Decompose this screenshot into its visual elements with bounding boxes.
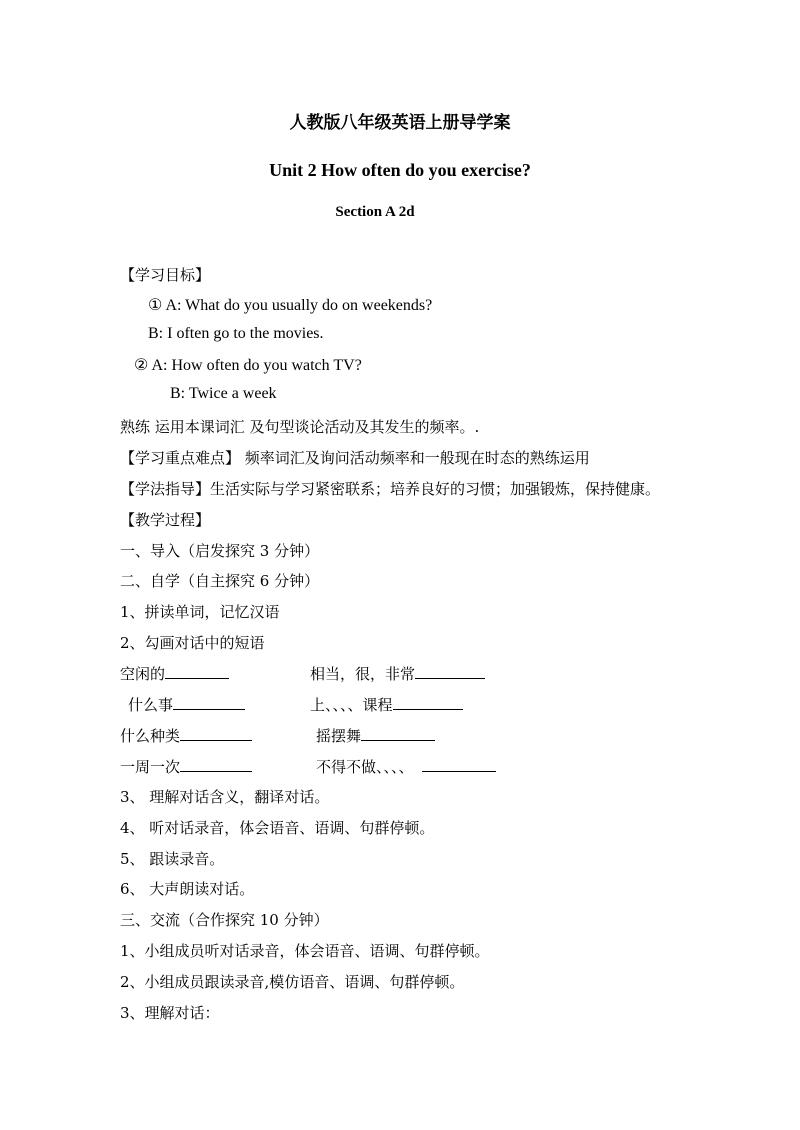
answer-blank[interactable]	[180, 755, 252, 772]
self-study-step: 二、自学（自主探究 6 分钟）	[120, 572, 320, 590]
phrase-left-label: 空闲的	[120, 665, 166, 683]
phrase-row	[120, 724, 252, 746]
phrase-right-label: 相当，很，非常	[310, 665, 416, 683]
step-2: 2、勾画对话中的短语	[120, 634, 265, 652]
step-4: 4、 听对话录音，体会语音、语调、句群停顿。	[120, 819, 435, 837]
answer-blank[interactable]	[361, 724, 435, 741]
answer-blank[interactable]	[415, 662, 485, 679]
step-6: 6、 大声朗读对话。	[120, 880, 255, 898]
phrase-left-label: 什么种类	[120, 727, 181, 745]
objectives-heading: 【学习目标】	[120, 266, 211, 284]
step-3: 3、 理解对话含义，翻译对话。	[120, 788, 330, 806]
phrase-row	[120, 755, 252, 777]
unit-title: Unit 2 How often do you exercise?	[269, 160, 531, 180]
document-title: 人教版八年级英语上册导学案	[289, 113, 511, 133]
step-5: 5、 跟读录音。	[120, 850, 225, 868]
phrase-right-label: 不得不做、、、、	[316, 758, 414, 776]
intro-step: 一、导入（启发探究 3 分钟）	[120, 542, 320, 560]
key-points: 【学习重点难点】 频率词汇及询问活动频率和一般现在时态的熟练运用	[120, 449, 590, 467]
exchange-2: 2、小组成员跟读录音,模仿语音、语调、句群停顿。	[120, 973, 465, 991]
objective-line-1: ① A: What do you usually do on weekends?	[148, 297, 433, 314]
answer-blank[interactable]	[173, 693, 245, 710]
phrase-right-label: 上、、、、课程	[310, 696, 393, 714]
objective-line-2: B: I often go to the movies.	[148, 325, 324, 342]
exchange-1: 1、小组成员听对话录音，体会语音、语调、句群停顿。	[120, 942, 490, 960]
process-heading: 【教学过程】	[120, 511, 211, 529]
section-title: Section A 2d	[335, 204, 415, 220]
answer-blank[interactable]	[180, 724, 252, 741]
phrase-row	[316, 724, 435, 746]
phrase-left-label: 一周一次	[120, 758, 181, 776]
exchange-3: 3、理解对话：	[120, 1004, 220, 1022]
objective-line-5: 熟练 运用本课词汇 及句型谈论活动及其发生的频率。.	[120, 418, 480, 436]
objective-line-3: ② A: How often do you watch TV?	[134, 357, 362, 374]
phrase-row	[120, 662, 229, 684]
phrase-row	[310, 662, 485, 684]
exchange-step: 三、交流（合作探究 10 分钟）	[120, 911, 329, 929]
answer-blank[interactable]	[422, 755, 496, 772]
study-method: 【学法指导】生活实际与学习紧密联系；培养良好的习惯；加强锻炼，保持健康。	[120, 480, 661, 498]
answer-blank[interactable]	[165, 662, 229, 679]
step-1: 1、拼读单词，记忆汉语	[120, 603, 280, 621]
phrase-row	[128, 693, 245, 715]
phrase-right-label: 摇摆舞	[316, 727, 362, 745]
answer-blank[interactable]	[393, 693, 463, 710]
objective-line-4: B: Twice a week	[170, 385, 277, 402]
phrase-row	[316, 755, 496, 777]
phrase-row	[310, 693, 463, 715]
phrase-left-label: 什么事	[128, 696, 174, 714]
